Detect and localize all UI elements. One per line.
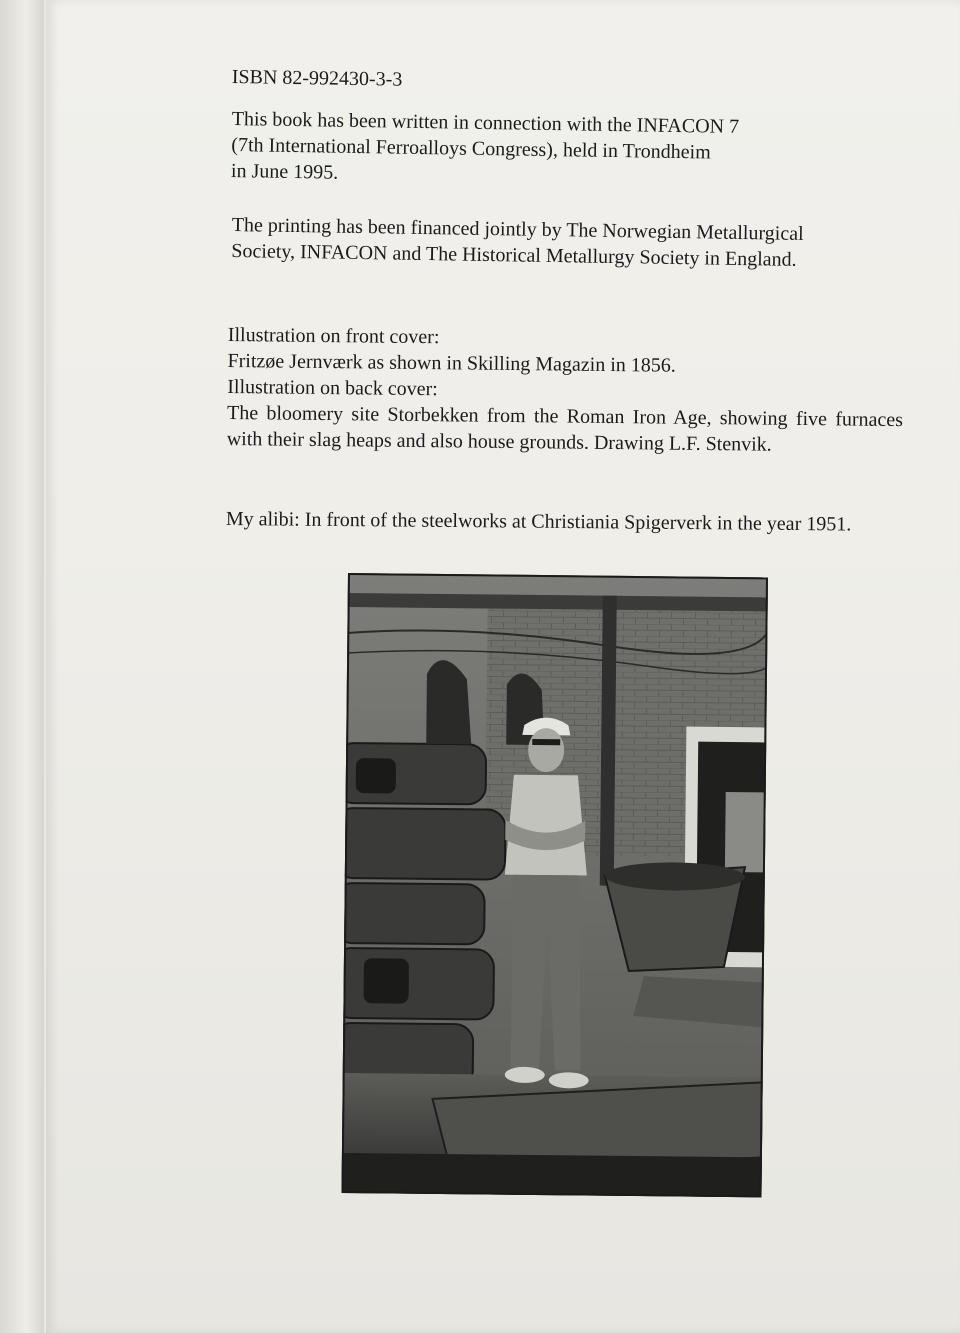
intro-paragraph xyxy=(231,106,902,195)
back-cover-caption: The bloomery site Storbekken from the Roman Iron Age, showing five furnaces with their slag heaps and also house grounds. Drawing L.F. Stenvik. xyxy=(226,401,904,456)
book-gutter xyxy=(0,0,44,1333)
intro-line-2: (7th International Ferroalloys Congress), held in Trondheim xyxy=(231,133,711,164)
printing-line-1: The printing has been financed jointly by The Norwegian Metallurgical xyxy=(231,213,804,245)
illustrations-section xyxy=(227,322,904,459)
printing-line-2: Society, INFACON and The Historical Metallurgy Society in England. xyxy=(231,239,797,271)
book-page xyxy=(46,0,960,1333)
steelworks-photo xyxy=(342,573,768,1197)
alibi-text: My alibi: In front of the steelworks at Christiania Spigerverk in the year 1951. xyxy=(225,507,852,536)
intro-line-3: in June 1995. xyxy=(230,159,339,184)
printing-paragraph xyxy=(231,212,902,275)
front-cover-heading: Illustration on front cover: xyxy=(227,323,440,349)
intro-line-1: This book has been written in connection with the INFACON 7 xyxy=(231,107,740,138)
isbn-line xyxy=(232,64,902,101)
isbn-text: ISBN 82-992430-3-3 xyxy=(231,65,403,91)
front-cover-caption: Fritzøe Jernværk as shown in Skilling Magazin in 1856. xyxy=(227,349,676,377)
alibi-paragraph xyxy=(226,506,906,538)
back-cover-heading: Illustration on back cover: xyxy=(227,375,438,401)
